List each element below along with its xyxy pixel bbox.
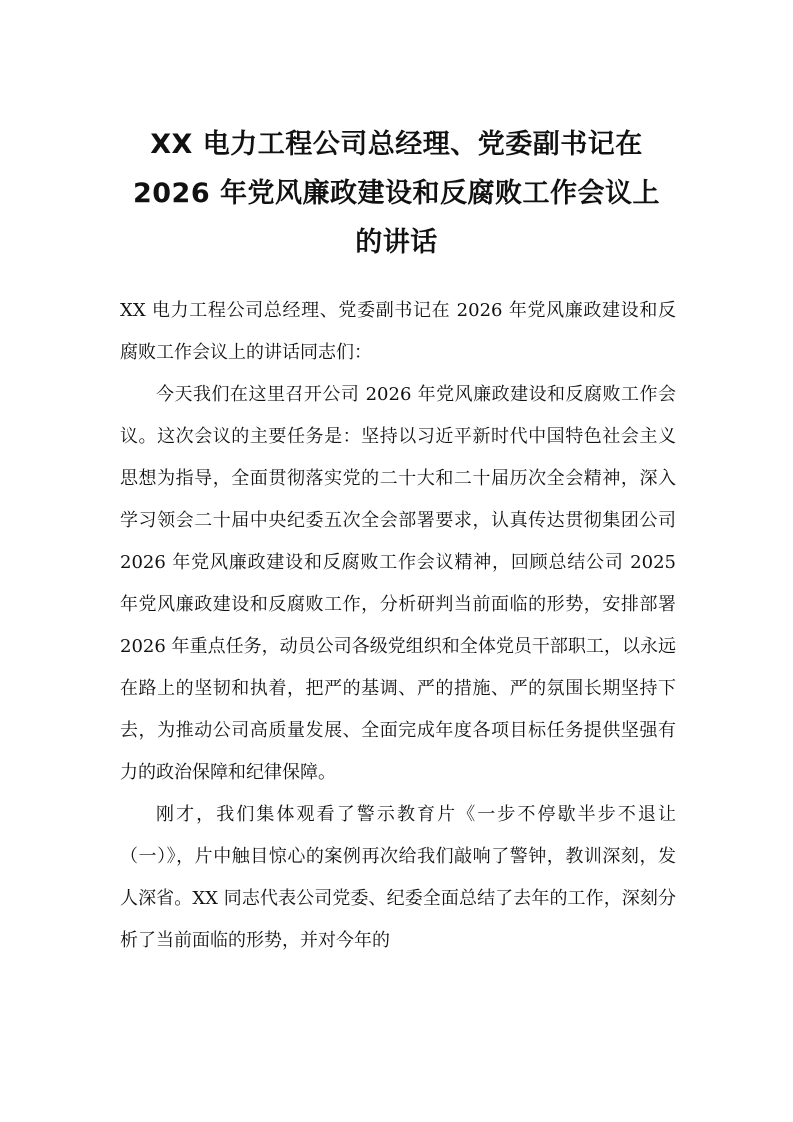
- document-body: [120, 290, 676, 962]
- title-line-2: 2026 年党风廉政建设和反腐败工作会议上: [132, 178, 661, 209]
- opening-paragraph: XX 电力工程公司总经理、党委副书记在 2026 年党风廉政建设和反腐败工作会议上的讲话同志们：: [120, 300, 676, 363]
- document-title: [100, 120, 693, 267]
- title-line-3: 的讲话: [355, 227, 438, 258]
- body-paragraph-2: 刚才，我们集体观看了警示教育片《一步不停歇半步不退让（一）》，片中触目惊心的案例再次给我们敲响了警钟，教训深刻，发人深省。XX 同志代表公司党委、纪委全面总结了去年的工作，深刻分析了当前面临的形势，并对今年的: [120, 804, 676, 951]
- title-line-1: XX 电力工程公司总经理、党委副书记在: [150, 129, 643, 160]
- body-paragraph-1: 今天我们在这里召开公司 2026 年党风廉政建设和反腐败工作会议。这次会议的主要任务是：坚持以习近平新时代中国特色社会主义思想为指导，全面贯彻落实党的二十大和二十届历次全会精神，深入学习领会二十届中央纪委五次全会部署要求，认真传达贯彻集团公司 2026 年党风廉政建设和反腐败工作会议精神，回顾总结公司 2025 年党风廉政建设和反腐败工作，分析研判当前面临的形势，安排部署 2026 年重点任务，动员公司各级党组织和全体党员干部职工，以永远在路上的坚韧和执着，把严的基调、严的措施、严的氛围长期坚持下去，为推动公司高质量发展、全面完成年度各项目标任务提供坚强有力的政治保障和纪律保障。: [120, 384, 676, 783]
